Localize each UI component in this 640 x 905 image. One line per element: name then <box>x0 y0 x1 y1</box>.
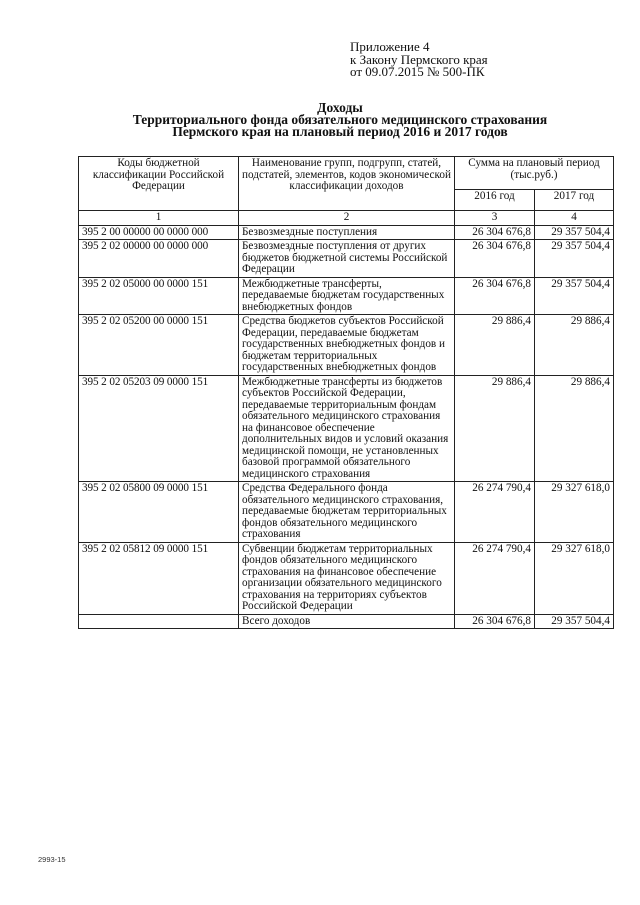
table-row <box>79 225 614 240</box>
total-row <box>79 614 614 629</box>
header-name: Наименование групп, подгрупп, статей, подстатей, элементов, кодов экономической классификации доходов <box>239 157 455 211</box>
revenue-name: Безвозмездные поступления от других бюджетов бюджетной системы Российской Федерации <box>239 240 455 278</box>
amount-2017: 29 327 618,0 <box>535 482 614 543</box>
appendix-line-3: от 09.07.2015 № 500-ПК <box>350 64 485 79</box>
amount-2016: 26 304 676,8 <box>455 225 535 240</box>
appendix-note <box>350 41 488 79</box>
budget-code: 395 2 00 00000 00 0000 000 <box>79 225 239 240</box>
revenue-name: Межбюджетные трансферты из бюджетов субъектов Российской Федерации, передаваемые территориальным фондам обязательного медицинского страхования на финансовое обеспечение дополнительных видов и условий оказания медицинской помощи, не установленных базовой программой обязательного медицинского страхования <box>239 375 455 482</box>
header-codes: Коды бюджетной классификации Российской Федерации <box>79 157 239 211</box>
amount-2016: 26 274 790,4 <box>455 542 535 614</box>
table-row <box>79 315 614 376</box>
title-line-2: Территориального фонда обязательного медицинского страхования <box>132 112 548 127</box>
amount-2017: 29 886,4 <box>535 375 614 482</box>
table-row <box>79 375 614 482</box>
title-line-3: Пермского края на плановый период 2016 и 2017 годов <box>172 124 508 139</box>
revenue-name: Субвенции бюджетам территориальных фондов обязательного медицинского страхования на финансовое обеспечение организации обязательного медицинского страхования на территориях субъектов Российской Федерации <box>239 542 455 614</box>
document-number: 2993-15 <box>38 855 66 864</box>
budget-code: 395 2 02 05812 09 0000 151 <box>79 542 239 614</box>
amount-2017: 29 327 618,0 <box>535 542 614 614</box>
total-label: Всего доходов <box>239 614 455 629</box>
amount-2016: 26 274 790,4 <box>455 482 535 543</box>
amount-2016: 26 304 676,8 <box>455 277 535 315</box>
amount-2016: 26 304 676,8 <box>455 240 535 278</box>
budget-code: 395 2 02 05203 09 0000 151 <box>79 375 239 482</box>
header-sum: Сумма на плановый период (тыс.руб.) <box>455 157 614 190</box>
revenue-name: Средства Федерального фонда обязательного медицинского страхования, передаваемые бюджетам территориальных фондов обязательного медицинского страхования <box>239 482 455 543</box>
table-row <box>79 542 614 614</box>
amount-2017: 29 886,4 <box>535 315 614 376</box>
budget-code: 395 2 02 05800 09 0000 151 <box>79 482 239 543</box>
amount-2016: 29 886,4 <box>455 375 535 482</box>
revenue-table <box>78 156 614 629</box>
appendix-line-1: Приложение 4 <box>350 39 430 54</box>
revenue-name: Средства бюджетов субъектов Российской Федерации, передаваемые бюджетам государственных внебюджетных фондов и бюджетам территориальных государственных внебюджетных фондов <box>239 315 455 376</box>
title-line-1: Доходы <box>317 100 363 115</box>
appendix-line-2: к Закону Пермского края <box>350 51 488 67</box>
header-row <box>79 157 614 190</box>
amount-2017: 29 357 504,4 <box>535 225 614 240</box>
amount-2017: 29 357 504,4 <box>535 277 614 315</box>
budget-code: 395 2 02 00000 00 0000 000 <box>79 240 239 278</box>
budget-code: 395 2 02 05000 00 0000 151 <box>79 277 239 315</box>
column-number-row <box>79 211 614 226</box>
total-code <box>79 614 239 629</box>
amount-2016: 29 886,4 <box>455 315 535 376</box>
budget-code: 395 2 02 05200 00 0000 151 <box>79 315 239 376</box>
table-row <box>79 277 614 315</box>
header-year-2017: 2017 год <box>535 190 614 211</box>
total-2016: 26 304 676,8 <box>455 614 535 629</box>
total-2017: 29 357 504,4 <box>535 614 614 629</box>
column-number: 4 <box>535 211 614 226</box>
column-number: 2 <box>239 211 455 226</box>
revenue-name: Безвозмездные поступления <box>239 225 455 240</box>
table-row <box>79 482 614 543</box>
revenue-name: Межбюджетные трансферты, передаваемые бюджетам государственных внебюджетных фондов <box>239 277 455 315</box>
amount-2017: 29 357 504,4 <box>535 240 614 278</box>
table-row <box>79 240 614 278</box>
header-year-2016: 2016 год <box>455 190 535 211</box>
column-number: 1 <box>79 211 239 226</box>
column-number: 3 <box>455 211 535 226</box>
document-title <box>60 102 620 138</box>
